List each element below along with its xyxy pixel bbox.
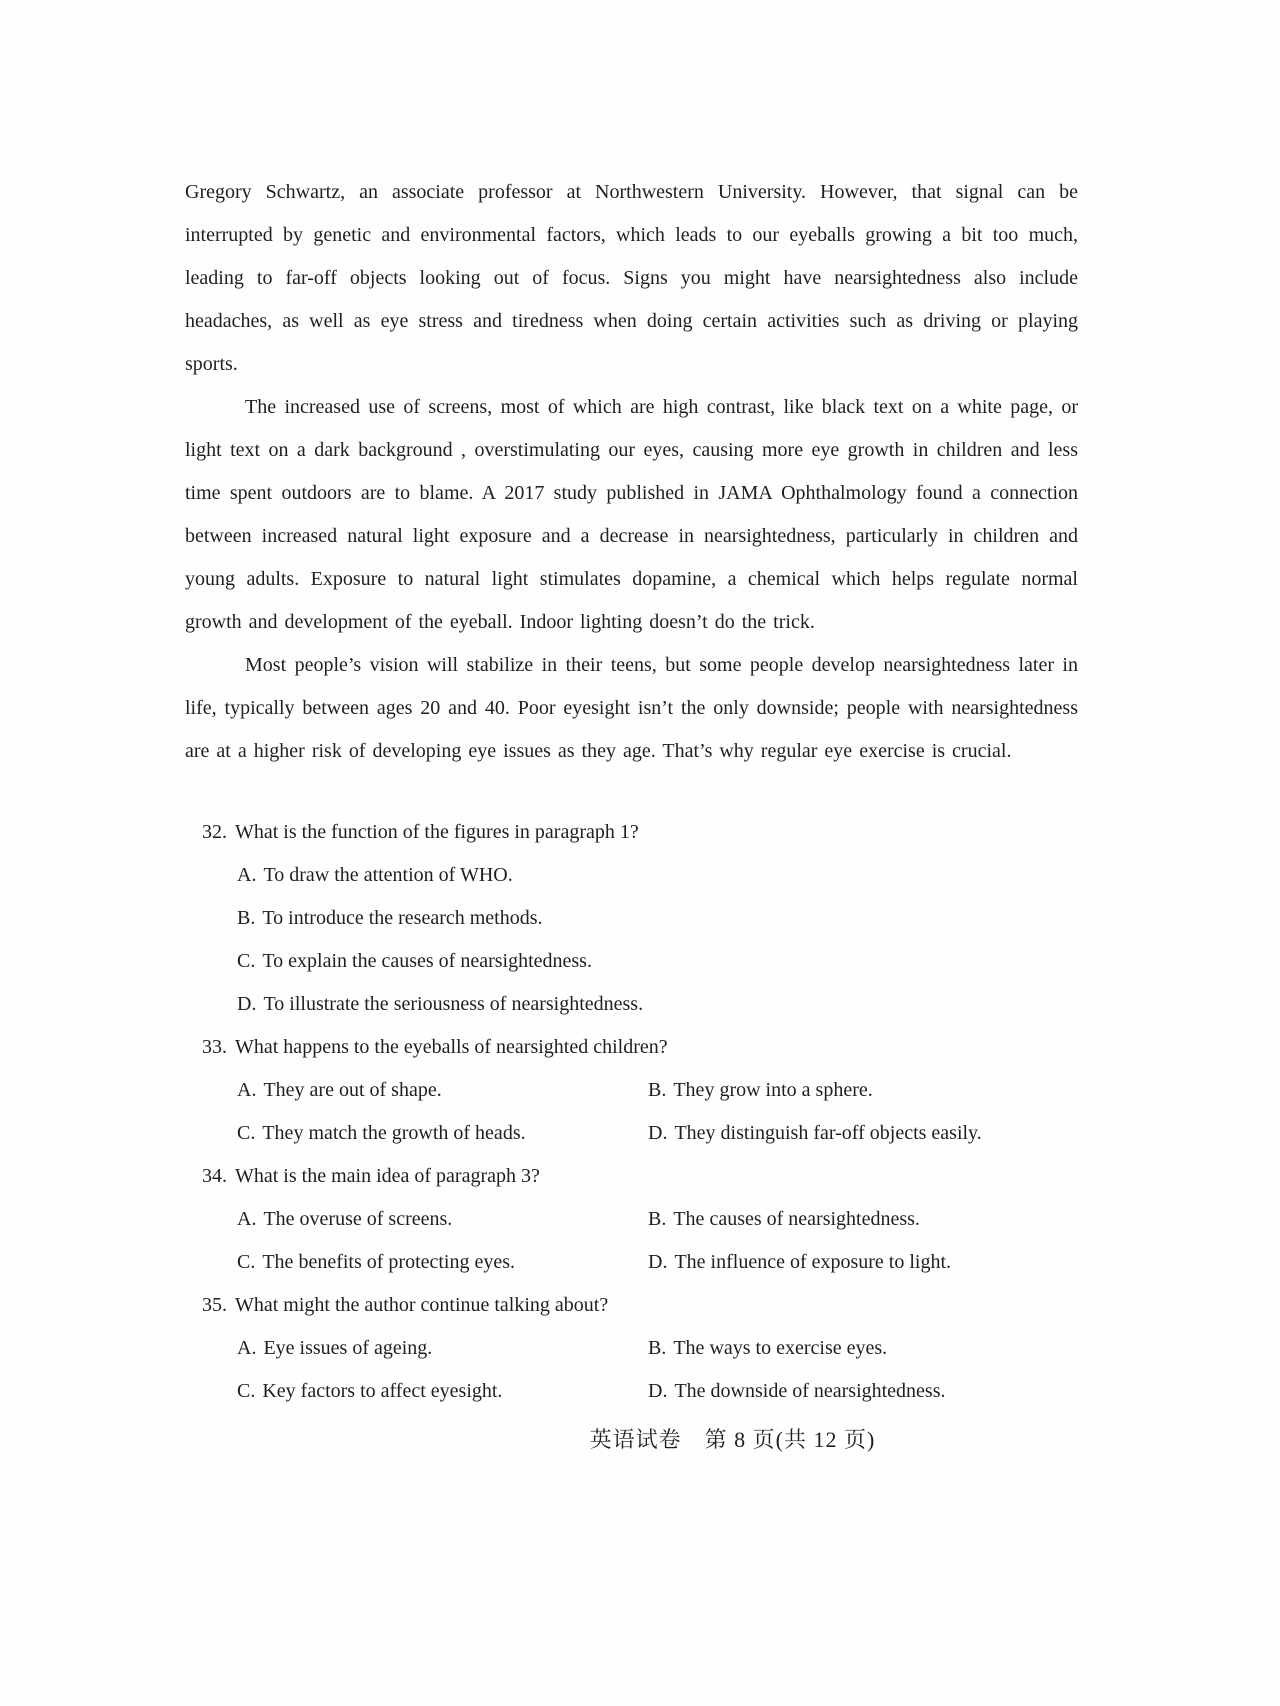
option-label: C. [237, 1251, 256, 1273]
question-32 [185, 811, 1078, 1026]
option-label: D. [648, 1122, 668, 1144]
option-text: The benefits of protecting eyes. [262, 1251, 516, 1273]
option-34-c [237, 1241, 648, 1284]
option-label: C. [237, 1380, 256, 1402]
option-label: D. [648, 1251, 668, 1273]
option-label: A. [237, 1079, 257, 1101]
option-text: They grow into a sphere. [673, 1079, 873, 1101]
passage-paragraph-2: The increased use of screens, most of which are high contrast, like black text on a white page, or light text on a dark background , overstimulating our eyes, causing more eye growth in children and less time spent outdoors are to blame. A 2017 study published in JAMA Ophthalmology found a connection between increased natural light exposure and a decrease in nearsightedness, particularly in children and young adults. Exposure to natural light stimulates dopamine, a chemical which helps regulate normal growth and development of the eyeball. Indoor lighting doesn’t do the trick. [185, 396, 1078, 633]
option-text: Eye issues of ageing. [263, 1337, 433, 1359]
question-text: What is the main idea of paragraph 3? [235, 1165, 540, 1187]
option-32-c [237, 940, 1078, 983]
options-grid [237, 1198, 1078, 1284]
option-text: To introduce the research methods. [262, 907, 543, 929]
question-text: What is the function of the figures in paragraph 1? [235, 821, 639, 843]
question-stem [202, 1284, 1078, 1327]
passage-paragraph-3: Most people’s vision will stabilize in their teens, but some people develop nearsightedness later in life, typically between ages 20 and 40. Poor eyesight isn’t the only downside; people with nearsightedness are at a higher risk of developing eye issues as they age. That’s why regular eye exercise is crucial. [185, 654, 1078, 762]
question-stem [202, 811, 1078, 854]
option-35-d [648, 1370, 1078, 1413]
question-stem [202, 1155, 1078, 1198]
option-35-a [237, 1327, 648, 1370]
option-text: The causes of nearsightedness. [673, 1208, 920, 1230]
question-text: What might the author continue talking about? [235, 1294, 609, 1316]
option-34-b [648, 1198, 1078, 1241]
option-label: B. [237, 907, 256, 929]
option-label: C. [237, 1122, 256, 1144]
page-content [185, 171, 1078, 1457]
option-label: B. [648, 1208, 667, 1230]
footer-page-number: 英语试卷 第 8 页(共 12 页) [589, 1427, 876, 1452]
option-32-d [237, 983, 1078, 1026]
option-label: A. [237, 1337, 257, 1359]
option-text: Key factors to affect eyesight. [262, 1380, 503, 1402]
option-text: To explain the causes of nearsightedness. [262, 950, 592, 972]
question-33 [185, 1026, 1078, 1155]
question-section [185, 811, 1078, 1413]
question-34 [185, 1155, 1078, 1284]
question-number: 32. [202, 821, 227, 843]
question-text: What happens to the eyeballs of nearsighted children? [235, 1036, 668, 1058]
option-text: To draw the attention of WHO. [263, 864, 513, 886]
option-text: The ways to exercise eyes. [673, 1337, 888, 1359]
option-33-d [648, 1112, 1078, 1155]
options-list [185, 854, 1078, 1026]
option-text: To illustrate the seriousness of nearsightedness. [263, 993, 644, 1015]
options-grid [237, 1069, 1078, 1155]
question-number: 35. [202, 1294, 227, 1316]
page-footer [0, 1423, 1280, 1457]
option-35-c [237, 1370, 648, 1413]
option-label: D. [237, 993, 257, 1015]
option-label: A. [237, 864, 257, 886]
option-32-b [237, 897, 1078, 940]
option-label: D. [648, 1380, 668, 1402]
option-text: They are out of shape. [263, 1079, 442, 1101]
option-34-a [237, 1198, 648, 1241]
option-text: They match the growth of heads. [262, 1122, 526, 1144]
option-label: A. [237, 1208, 257, 1230]
option-text: The downside of nearsightedness. [674, 1380, 946, 1402]
option-text: They distinguish far-off objects easily. [674, 1122, 982, 1144]
option-32-a [237, 854, 1078, 897]
passage-paragraph-1: Gregory Schwartz, an associate professor at Northwestern University. However, that signal can be interrupted by genetic and environmental factors, which leads to our eyeballs growing a bit too much, leading to far-off objects looking out of focus. Signs you might have nearsightedness also include headaches, as well as eye stress and tiredness when doing certain activities such as driving or playing sports. [185, 181, 1078, 375]
question-number: 34. [202, 1165, 227, 1187]
option-33-b [648, 1069, 1078, 1112]
option-34-d [648, 1241, 1078, 1284]
question-stem [202, 1026, 1078, 1069]
option-33-c [237, 1112, 648, 1155]
options-grid [237, 1327, 1078, 1413]
option-35-b [648, 1327, 1078, 1370]
option-text: The influence of exposure to light. [674, 1251, 952, 1273]
reading-passage [185, 171, 1078, 773]
option-label: B. [648, 1079, 667, 1101]
option-33-a [237, 1069, 648, 1112]
option-text: The overuse of screens. [263, 1208, 453, 1230]
option-label: B. [648, 1337, 667, 1359]
question-number: 33. [202, 1036, 227, 1058]
option-label: C. [237, 950, 256, 972]
question-35 [185, 1284, 1078, 1413]
